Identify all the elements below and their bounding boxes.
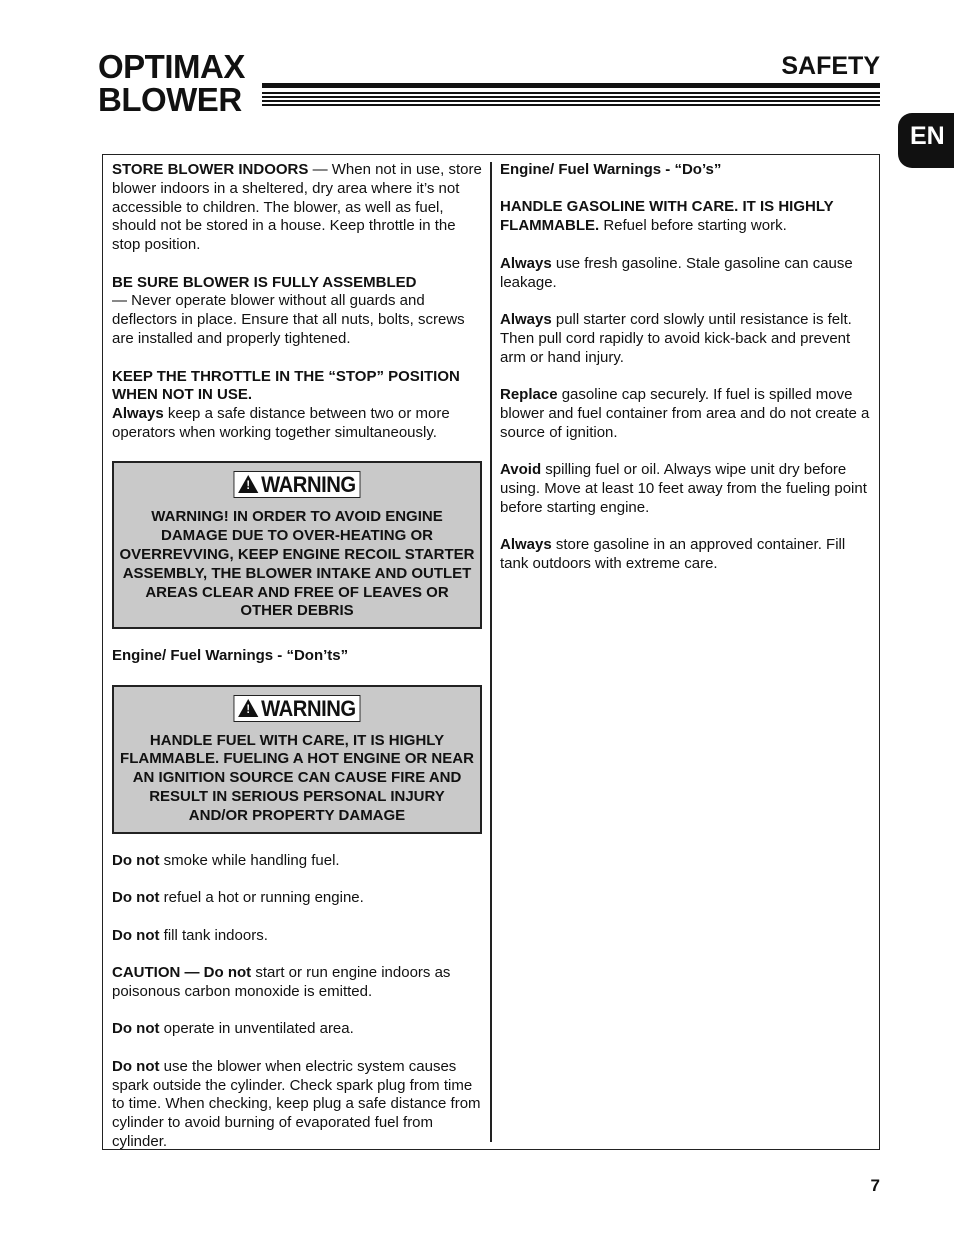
body-text: store gasoline in an approved container. Fill tank outdoors with extreme care.	[500, 536, 846, 573]
body-text: use the blower when electric system causes spark outside the cylinder. Check spark plug from time to time. When checking, keep plug a safe distance from cylinder to avoid burning of evaporated fuel from cylinder.	[112, 1057, 481, 1151]
bold-lead: Do not	[112, 851, 160, 869]
dont-item-refuel	[112, 889, 484, 908]
bold-lead: CAUTION — Do not	[112, 964, 252, 982]
brand-line-2: BLOWER	[98, 81, 242, 118]
warning-text: WARNING! IN ORDER TO AVOID ENGINE DAMAGE DUE TO OVER-HEATING OR OVERREVVING, KEEP ENGINE RECOIL STARTER ASSEMBLY, THE BLOWER INTAKE AND OUTLET AREAS CLEAR AND FREE OF LEAVES OR OTHER DEBRIS	[119, 508, 475, 620]
body-text: — When not in use, store blower indoors in a sheltered, dry area where it’s not accessible to children. The blower, as well as fuel, should not be stored in a house. Keep throttle in the stop position.	[112, 161, 482, 254]
do-item-starter-cord	[500, 311, 870, 367]
body-text: smoke while handling fuel.	[159, 851, 340, 869]
dont-item-unventilated	[112, 1020, 484, 1039]
brand-title	[98, 50, 245, 116]
paragraph-throttle-stop	[112, 368, 484, 443]
dont-item-run-indoors	[112, 964, 484, 1002]
dos-heading	[500, 161, 870, 180]
donts-heading	[112, 647, 484, 666]
page-number: 7	[870, 1176, 880, 1195]
warning-badge	[234, 471, 361, 498]
heading-text: Engine/ Fuel Warnings - “Do’s”	[500, 161, 722, 178]
body-text: use fresh gasoline. Stale gasoline can cause leakage.	[500, 254, 853, 291]
bold-lead: KEEP THE THROTTLE IN THE “STOP” POSITION WHEN NOT IN USE.	[112, 367, 460, 404]
bold-lead: Always	[112, 405, 164, 423]
bold-lead: Always	[500, 536, 552, 554]
warning-label: WARNING	[261, 695, 356, 721]
warning-badge	[234, 695, 361, 722]
do-item-replace-cap	[500, 386, 870, 442]
bold-lead: HANDLE GASOLINE WITH CARE. IT IS HIGHLY FLAMMABLE.	[500, 198, 834, 235]
bold-lead: Do not	[112, 926, 160, 944]
bold-lead: Avoid	[500, 461, 542, 479]
body-text: — Never operate blower without all guards and deflectors in place. Ensure that all nuts, bolts, screws are installed and properly tightened.	[112, 292, 465, 348]
brand-line-1: OPTIMAX	[98, 48, 245, 85]
bold-lead: Do not	[112, 1020, 160, 1038]
body-text: spilling fuel or oil. Always wipe unit dry before using. Move at least 10 feet away from the fueling point before starting engine.	[500, 461, 867, 516]
do-item-store-gasoline	[500, 536, 870, 574]
warning-text: HANDLE FUEL WITH CARE, IT IS HIGHLY FLAMMABLE. FUELING A HOT ENGINE OR NEAR AN IGNITION SOURCE CAN CAUSE FIRE AND RESULT IN SERIOUS PERSONAL INJURY AND/OR PROPERTY DAMAGE	[120, 731, 474, 824]
bold-lead: Always	[500, 254, 552, 272]
warning-box-engine-damage	[112, 461, 482, 629]
body-text: operate in unventilated area.	[159, 1020, 354, 1038]
body-text: gasoline cap securely. If fuel is spilled move blower and fuel container from area and do not create a source of ignition.	[500, 386, 870, 441]
dont-item-fill-indoors	[112, 927, 484, 946]
bold-lead: Replace	[500, 386, 558, 404]
body-text: pull starter cord slowly until resistance is felt. Then pull cord rapidly to avoid kick-back and prevent arm or hand injury.	[500, 311, 852, 366]
section-title: SAFETY	[781, 52, 880, 80]
warning-box-fuel	[112, 685, 482, 834]
body-text: fill tank indoors.	[159, 926, 268, 944]
right-column	[500, 161, 870, 593]
bold-lead: Do not	[112, 889, 160, 907]
dont-item-smoke	[112, 852, 484, 871]
language-tab: EN	[898, 113, 954, 168]
paragraph-fully-assembled	[112, 274, 484, 349]
bold-lead: Do not	[112, 1057, 160, 1075]
body-text: start or run engine indoors as poisonous carbon monoxide is emitted.	[112, 964, 451, 1000]
warning-label: WARNING	[261, 472, 356, 498]
do-item-fresh-gasoline	[500, 255, 870, 293]
body-text: Refuel before starting work.	[599, 217, 787, 235]
body-text: refuel a hot or running engine.	[159, 889, 364, 907]
paragraph-store-indoors	[112, 161, 484, 255]
bold-lead: Always	[500, 311, 552, 329]
warning-triangle-icon: !	[238, 699, 258, 717]
heading-text: Engine/ Fuel Warnings - “Don’ts”	[112, 647, 349, 665]
column-divider	[490, 162, 492, 1142]
header-rules	[262, 83, 880, 106]
do-item-avoid-spilling	[500, 461, 870, 517]
bold-lead: BE SURE BLOWER IS FULLY ASSEMBLED	[112, 273, 417, 291]
warning-triangle-icon: !	[238, 475, 258, 493]
dont-item-spark	[112, 1058, 484, 1152]
left-column	[112, 161, 484, 1152]
body-text: keep a safe distance between two or more operators when working together simultaneously.	[112, 405, 450, 441]
bold-lead: STORE BLOWER INDOORS	[112, 161, 309, 178]
do-item-gasoline-care	[500, 198, 870, 236]
